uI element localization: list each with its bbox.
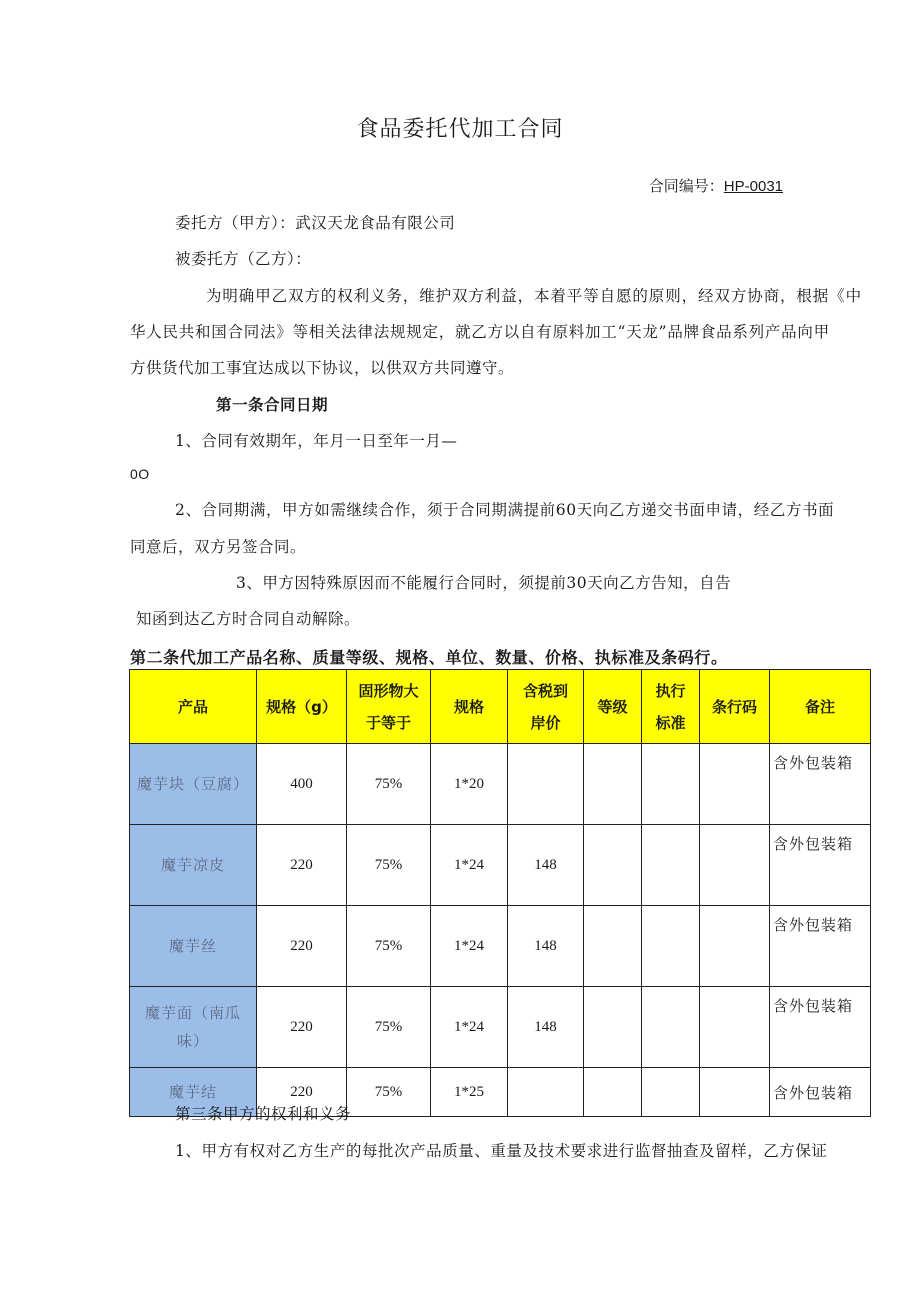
article1-item3-line2: 知函到达乙方时合同自动解除。 [136, 610, 361, 628]
header-grade: 等级 [584, 670, 642, 744]
cell-barcode [700, 906, 770, 987]
article1-item1-continued: 0O [130, 466, 150, 482]
cell-grade [584, 825, 642, 906]
cell-standard [642, 1068, 700, 1117]
header-pack: 规格 [431, 670, 508, 744]
preamble-line-3: 方供货代加工事宜达成以下协议，以供双方共同遵守。 [130, 359, 515, 377]
cell-pack: 1*24 [431, 987, 508, 1068]
table-header-row [130, 670, 871, 744]
cell-weight: 220 [257, 987, 347, 1068]
cell-grade [584, 1068, 642, 1117]
cell-note: 含外包装箱 [770, 1068, 871, 1117]
cell-price [508, 1068, 584, 1117]
table-row [130, 825, 871, 906]
cell-grade [584, 987, 642, 1068]
cell-grade [584, 744, 642, 825]
header-weight: 规格（g） [257, 670, 347, 744]
preamble-line-2: 华人民共和国合同法》等相关法律法规规定，就乙方以自有原料加工“天龙”品牌食品系列产品向甲 [130, 323, 830, 341]
article2-heading: 第二条代加工产品名称、质量等级、规格、单位、数量、价格、执标准及条码行。 [130, 648, 728, 667]
cell-pack: 1*25 [431, 1068, 508, 1117]
article3-item1: 1、甲方有权对乙方生产的每批次产品质量、重量及技术要求进行监督抽查及留样，乙方保证 [175, 1142, 828, 1160]
table-row [130, 744, 871, 825]
cell-solids: 75% [347, 744, 431, 825]
cell-price [508, 744, 584, 825]
cell-product: 魔芋面（南瓜味） [130, 987, 257, 1068]
cell-note: 含外包装箱 [770, 906, 871, 987]
contract-number-value: HP-0031 [723, 178, 783, 195]
cell-price: 148 [508, 906, 584, 987]
cell-product: 魔芋丝 [130, 906, 257, 987]
cell-note: 含外包装箱 [770, 744, 871, 825]
product-table [129, 669, 871, 1117]
cell-barcode [700, 825, 770, 906]
header-price: 含税到岸价 [508, 670, 584, 744]
cell-price: 148 [508, 987, 584, 1068]
article1-item2-line1: 2、合同期满，甲方如需继续合作，须于合同期满提前60天向乙方递交书面申请，经乙方书面 [175, 501, 835, 519]
cell-weight: 220 [257, 906, 347, 987]
cell-product: 魔芋块（豆腐） [130, 744, 257, 825]
article1-item3-line1: 3、甲方因特殊原因而不能履行合同时，须提前30天向乙方告知，自告 [236, 574, 732, 592]
cell-barcode [700, 987, 770, 1068]
contract-number [649, 175, 783, 196]
cell-standard [642, 744, 700, 825]
cell-grade [584, 906, 642, 987]
article1-item2-line2: 同意后，双方另签合同。 [130, 538, 307, 556]
table-row [130, 987, 871, 1068]
header-standard: 执行标准 [642, 670, 700, 744]
cell-standard [642, 906, 700, 987]
cell-solids: 75% [347, 906, 431, 987]
cell-pack: 1*24 [431, 906, 508, 987]
preamble-line-1: 为明确甲乙双方的权利义务，维护双方利益，本着平等自愿的原则，经双方协商，根据《中 [206, 287, 863, 305]
cell-weight: 220 [257, 1068, 347, 1117]
cell-note: 含外包装箱 [770, 825, 871, 906]
cell-weight: 220 [257, 825, 347, 906]
table-row [130, 906, 871, 987]
cell-barcode [700, 744, 770, 825]
article1-item1: 1、合同有效期年，年月一日至年一月— [175, 432, 458, 450]
party-a: 委托方（甲方）：武汉天龙食品有限公司 [175, 214, 456, 232]
header-solids: 固形物大于等于 [347, 670, 431, 744]
party-b: 被委托方（乙方）： [175, 250, 312, 268]
cell-pack: 1*24 [431, 825, 508, 906]
cell-solids: 75% [347, 987, 431, 1068]
cell-weight: 400 [257, 744, 347, 825]
cell-standard [642, 825, 700, 906]
contract-number-label: 合同编号： [648, 177, 724, 195]
header-product: 产品 [130, 670, 257, 744]
cell-solids: 75% [347, 825, 431, 906]
article3-heading: 第三条甲方的权利和义务 [175, 1105, 352, 1123]
cell-note: 含外包装箱 [770, 987, 871, 1068]
article1-heading: 第一条合同日期 [216, 395, 329, 414]
cell-solids: 75% [347, 1068, 431, 1117]
header-barcode: 条行码 [700, 670, 770, 744]
header-note: 备注 [770, 670, 871, 744]
cell-pack: 1*20 [431, 744, 508, 825]
cell-barcode [700, 1068, 770, 1117]
cell-price: 148 [508, 825, 584, 906]
cell-standard [642, 987, 700, 1068]
page-title: 食品委托代加工合同 [356, 117, 564, 142]
cell-product: 魔芋凉皮 [130, 825, 257, 906]
cell-product: 魔芋结 [130, 1068, 257, 1117]
